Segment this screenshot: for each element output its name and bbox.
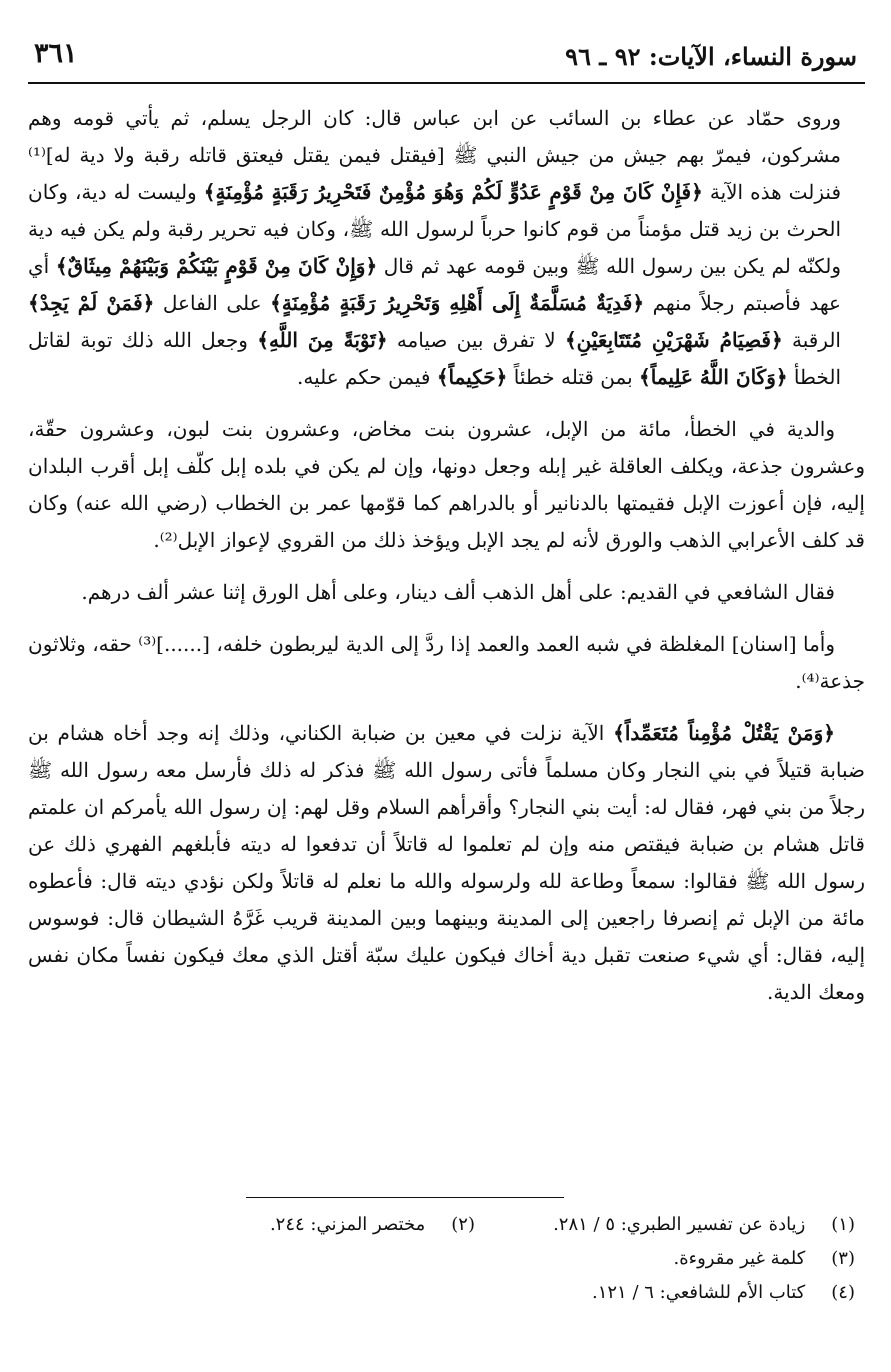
quran-verse-quote: ﴿وَإِنْ كَانَ مِنْ قَوْمٍ بَيْنَكُمْ وَبَيْنَهُمْ مِيثَاقٌ﴾ [55,254,378,278]
text-run: فقال الشافعي في القديم: على أهل الذهب ألف دينار، وعلى أهل الورق إثنا عشر ألف درهم. [81,580,835,604]
text-run: لا تفرق بين صيامه [387,328,565,352]
text-run: ⁽¹⁾ فنزلت هذه الآية [28,143,842,204]
quran-verse-quote: ﴿فَصِيَامُ شَهْرَيْنِ مُتَتَابِعَيْنِ﴾ [564,328,783,352]
page-header [28,34,865,84]
text-run: وليست له دية، وكان الحرث بن زيد قتل مؤمناً من قوم كانوا حرباً لرسول الله ﷺ، وكان فيه تحرير رقبة ولم يكن فيه دية ولكنّه لم يكن بين رسول الله ﷺ وبين قومه عهد ثم قال [28,180,842,278]
quran-verse-quote: ﴿فَمَنْ لَمْ يَجِدْ﴾ [28,291,155,315]
text-run: بمن قتله خطئاً [507,365,639,389]
footnote-row [40,1208,855,1242]
quran-verse-quote: ﴿فَإِنْ كَانَ مِنْ قَوْمٍ عَدُوٍّ لَكُمْ وَهُوَ مُؤْمِنٌ فَتَحْرِيرُ رَقَبَةٍ مُؤْمِنَةٍ﴾ [203,180,703,204]
footnote [475,1276,855,1310]
footnote-number: (٤) [831,1282,855,1303]
paragraph [28,715,865,1011]
footnotes [40,1208,855,1310]
text-run: وروى حمّاد عن عطاء بن السائب عن ابن عباس قال: كان الرجل يسلم، ثم يأتي قومه وهم مشركون، فيمرّ بهم جيش من جيش النبي ﷺ [فيقتل فيمن يقتل فيعتق قاتله رقبة ولا دية له] [28,106,841,167]
text-run: وجعل الله ذلك توبة لقاتل الخطأ [28,328,841,389]
paragraph [28,574,865,611]
text-run: الرقبة [782,328,841,352]
footnote [475,1242,855,1276]
footnote-row [40,1276,855,1310]
footnote-text: زيادة عن تفسير الطبري: ٥ / ٢٨١. [553,1214,806,1235]
text-run: فيمن حكم عليه. [296,365,437,389]
text-run: على الفاعل [154,291,271,315]
footnote-text: مختصر المزني: ٢٤٤. [269,1214,426,1235]
text-run: والدية في الخطأ، مائة من الإبل، عشرون بنت مخاض، وعشرون بنت لبون، وعشرون حقّة، وعشرون جذعة، ويكلف العاقلة غير إبله وجعل دونها، وإن لم يكن في بلده إبل كلّف إبل أقرب البلدان إليه، فإن أعوزت الإبل فقيمتها بالدنانير أو بالدراهم كما قوّمها عمر بن الخطاب (رضي الله عنه) وكان قد كلف الأعرابي الذهب والورق لأنه لم يجد الإبل ويؤخذ ذلك من القروي لإعواز الإبل⁽²⁾. [28,417,865,552]
running-header-title: سورة النساء، الآيات: ٩٢ ـ ٩٦ [565,42,857,71]
quran-verse-quote: ﴿وَكَانَ اللَّهُ عَلِيماً﴾ [639,365,788,389]
paragraph [28,626,865,700]
footnote-text: كلمة غير مقروءة. [673,1248,806,1269]
footnote-divider [246,1197,564,1198]
paragraph [28,411,865,559]
main-text [28,100,865,1026]
text-run: الآية نزلت في معين بن ضبابة الكناني، وذلك إنه وجد أخاه هشام بن ضبابة قتيلاً في بني النجار وكان مسلماً فأتى رسول الله ﷺ فذكر له ذلك فأرسل معه رسول الله ﷺ رجلاً من بني فهر، فقال له: أيت بني النجار؟ وأقرأهم السلام وقل لهم: إن رسول الله يأمركم ان علمتم قاتل هشام بن ضبابة فيقتص منه وإن لم تعلموا له قاتلاً أن تدفعوا له ديته فأبلغهم الفهري ذلك عن رسول الله ﷺ فقالوا: سمعاً وطاعة لله ولرسوله والله ما نعلم له قاتلاً ولكن نؤدي ديته قال: فأعطوه مائة من الإبل ثم إنصرفا راجعين إلى المدينة وبينهما وبين المدينة قريب غَرَّهُ الشيطان قال: فوسوس إليه، فقال: أي شيء صنعت تقبل دية أخاك فيكون عليك سبّة أقتل الذي معك فيكون نفساً مكان نفس ومعك الدية. [28,721,865,1004]
quran-verse-quote: ﴿حَكِيماً﴾ [436,365,508,389]
footnote-text: كتاب الأم للشافعي: ٦ / ١٢١. [591,1282,806,1303]
quran-verse-quote: ﴿وَمَنْ يَقْتُلْ مُؤْمِناً مُتَعَمِّداً﴾ [613,721,835,745]
page-number: ٣٦١ [34,38,78,69]
text-run: وأما [اسنان] المغلظة في شبه العمد والعمد إذا ردَّ إلى الدية ليربطون خلفه، [......]⁽³⁾ حقه، وثلاثون جذعة⁽⁴⁾. [28,632,865,693]
footnote-row [40,1242,855,1276]
quran-verse-quote: ﴿فَدِيَةٌ مُسَلَّمَةٌ إِلَى أَهْلِهِ وَتَحْرِيرُ رَقَبَةٍ مُؤْمِنَةٍ﴾ [270,291,645,315]
footnote-number: (٣) [831,1248,855,1269]
text-run: أي عهد فأصبتم رجلاً منهم [28,254,841,315]
paragraph [28,100,865,396]
quran-verse-quote: ﴿تَوْبَةً مِنَ اللَّهِ﴾ [257,328,388,352]
footnote [475,1208,855,1242]
footnote [95,1208,475,1242]
footnote-number: (٢) [451,1214,475,1235]
footnote-number: (١) [831,1214,855,1235]
